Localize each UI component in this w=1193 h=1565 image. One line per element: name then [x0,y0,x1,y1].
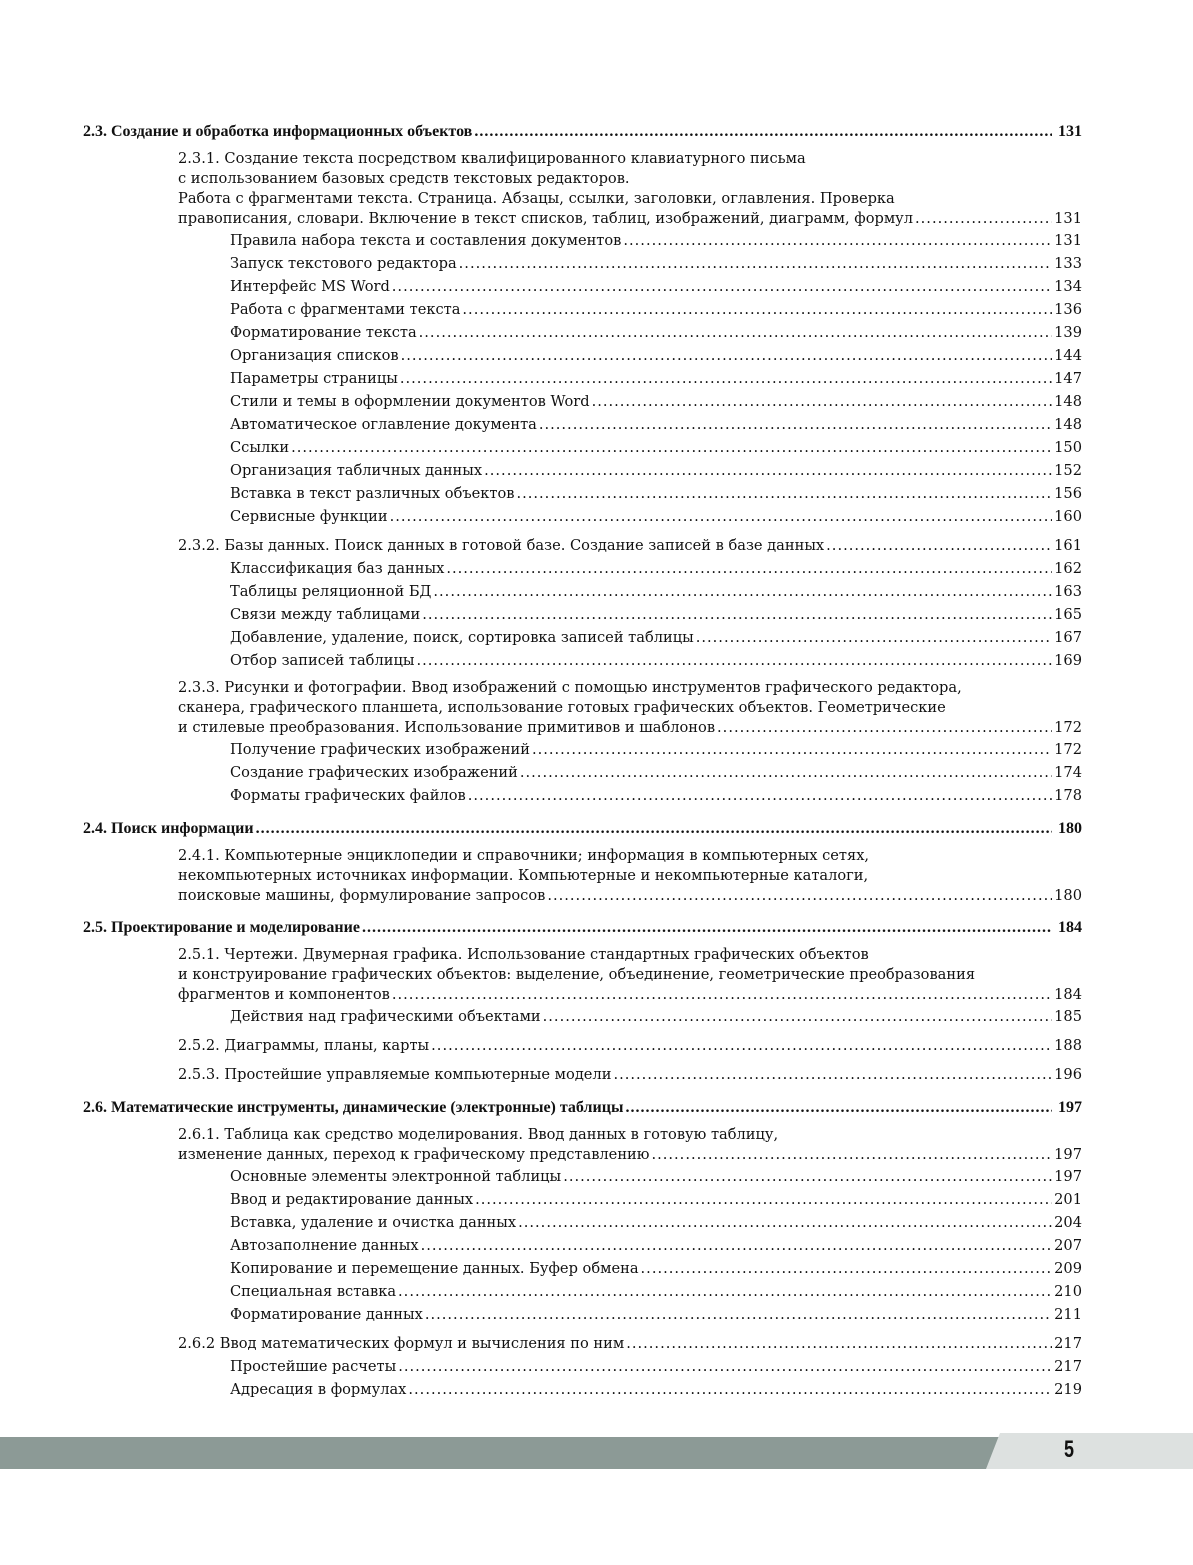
toc-page-number: 217 [1054,1335,1082,1352]
toc-page-number: 131 [1058,123,1082,140]
toc-row [178,985,1082,1005]
toc-page-number: 133 [1054,255,1082,272]
toc-page-number: 204 [1054,1214,1082,1231]
toc-page-number: 196 [1054,1066,1082,1083]
toc-item [83,649,1082,672]
toc-page-number: 211 [1054,1306,1082,1323]
dot-leader [256,817,1052,840]
toc-row [230,344,1082,367]
toc-title: и стилевые преобразования. Использование примитивов и шаблонов [178,719,716,736]
toc-page-number: 197 [1058,1099,1082,1116]
toc-title-line: 2.4.1. Компьютерные энциклопедии и справочники; информация в компьютерных сетях, [178,847,870,864]
toc-item [83,252,1082,275]
toc-page-number: 136 [1054,301,1082,318]
toc-page-number: 163 [1054,583,1082,600]
toc-item [83,367,1082,390]
toc-subsection [83,149,1082,229]
toc-item [83,1165,1082,1188]
dot-leader [468,784,1052,807]
dot-leader [422,603,1052,626]
toc-page-number: 144 [1054,347,1082,364]
toc-title: правописания, словари. Включение в текст списков, таблиц, изображений, диаграмм, формул [178,210,914,227]
toc-row [230,436,1082,459]
toc-row [178,1063,1082,1086]
toc-item [83,1355,1082,1378]
toc-item [83,1211,1082,1234]
toc-page-number: 169 [1054,652,1082,669]
toc-title-line: 2.5.1. Чертежи. Двумерная графика. Использование стандартных графических объектов [178,946,869,963]
toc-item [83,784,1082,807]
toc-item [83,557,1082,580]
toc-title-line: с использованием базовых средств текстовых редакторов. [178,170,630,187]
toc-row [230,275,1082,298]
toc-subsection [83,1332,1082,1355]
toc-title: изменение данных, переход к графическому представлению [178,1146,650,1163]
toc-title: Получение графических изображений [230,741,530,758]
toc-page-number: 150 [1054,439,1082,456]
toc-item [83,761,1082,784]
dot-leader [462,298,1052,321]
toc-item [83,1378,1082,1401]
toc-item [83,275,1082,298]
dot-leader [592,390,1052,413]
toc-item [83,1234,1082,1257]
toc-row [230,1188,1082,1211]
toc-row [230,413,1082,436]
toc-item [83,626,1082,649]
dot-leader [392,985,1052,1005]
dot-leader [651,1145,1052,1165]
toc-item [83,738,1082,761]
toc-page-number: 139 [1054,324,1082,341]
toc-page-number: 172 [1054,719,1082,736]
dot-leader [291,436,1052,459]
dot-leader [431,1034,1052,1057]
toc-page-number: 219 [1054,1381,1082,1398]
toc-title: 2.5. Проектирование и моделирование [83,919,360,936]
dot-leader [475,1188,1052,1211]
toc-row [178,1034,1082,1057]
toc-row [230,459,1082,482]
toc-title: Форматирование данных [230,1306,423,1323]
toc-row [230,1355,1082,1378]
toc-title: Отбор записей таблицы [230,652,415,669]
toc-page-number: 172 [1054,741,1082,758]
toc-page-number: 134 [1054,278,1082,295]
dot-leader [459,252,1052,275]
dot-leader [474,120,1052,143]
toc-item [83,505,1082,528]
toc-row [178,1145,1082,1165]
toc-row [230,580,1082,603]
toc-page-number: 210 [1054,1283,1082,1300]
toc-title: Специальная вставка [230,1283,397,1300]
dot-leader [484,459,1052,482]
toc-page-number: 197 [1054,1168,1082,1185]
toc-title: 2.4. Поиск информации [83,820,254,837]
toc-title-line: некомпьютерных источниках информации. Компьютерные и некомпьютерные каталоги, [178,867,869,884]
toc-item [83,1257,1082,1280]
toc-item [83,390,1082,413]
dot-leader [416,649,1052,672]
dot-leader [421,1234,1052,1257]
toc-section [83,916,1082,939]
dot-leader [532,738,1052,761]
toc-title: Вставка в текст различных объектов [230,485,515,502]
toc-page-number: 188 [1054,1037,1082,1054]
toc-title-line: 2.6.1. Таблица как средство моделирования. Ввод данных в готовую таблицу, [178,1126,779,1143]
toc-row [230,1378,1082,1401]
toc-page-number: 217 [1054,1358,1082,1375]
toc-page-number: 161 [1054,537,1082,554]
toc-section [83,1096,1082,1119]
dot-leader [717,718,1052,738]
toc-title: 2.5.3. Простейшие управляемые компьютерные модели [178,1066,612,1083]
toc-item [83,580,1082,603]
dot-leader [400,367,1052,390]
toc-item [83,344,1082,367]
dot-leader [390,505,1052,528]
toc-section [83,120,1082,143]
toc-page-number: 131 [1054,210,1082,227]
dot-leader [915,209,1052,229]
dot-leader [425,1303,1052,1326]
toc-item [83,298,1082,321]
toc-row [230,557,1082,580]
toc-page-number: 131 [1054,232,1082,249]
dot-leader [826,534,1052,557]
toc-row [178,209,1082,229]
toc-title: Работа с фрагментами текста [230,301,461,318]
toc-title: Автозаполнение данных [230,1237,419,1254]
toc-row [230,603,1082,626]
toc-page-number: 185 [1054,1008,1082,1025]
toc-row [178,718,1082,738]
toc-row [230,367,1082,390]
toc-subsection [83,1063,1082,1086]
toc-item [83,1280,1082,1303]
table-of-contents [83,120,1082,1401]
toc-page-number: 147 [1054,370,1082,387]
dot-leader [419,321,1052,344]
toc-title: Форматы графических файлов [230,787,466,804]
toc-row [230,1234,1082,1257]
toc-title: Адресация в формулах [230,1381,407,1398]
toc-page-number: 201 [1054,1191,1082,1208]
toc-section [83,817,1082,840]
toc-title: поисковые машины, формулирование запросов [178,887,546,904]
toc-subsection [83,846,1082,906]
toc-page-number: 180 [1058,820,1082,837]
toc-title: Связи между таблицами [230,606,421,623]
toc-row [230,761,1082,784]
toc-subsection [83,678,1082,738]
toc-title: Правила набора текста и составления документов [230,232,622,249]
toc-row [83,120,1082,143]
toc-row [230,482,1082,505]
toc-row [230,1211,1082,1234]
toc-row [230,1257,1082,1280]
dot-leader [641,1257,1052,1280]
dot-leader [623,229,1052,252]
toc-row [230,390,1082,413]
dot-leader [362,916,1052,939]
toc-title: Основные элементы электронной таблицы [230,1168,562,1185]
dot-leader [398,1280,1052,1303]
toc-row [230,505,1082,528]
toc-title: Интерфейс MS Word [230,278,390,295]
toc-title: 2.3. Создание и обработка информационных объектов [83,123,473,140]
toc-item [83,603,1082,626]
toc-title: Организация списков [230,347,399,364]
toc-title-line: Работа с фрагментами текста. Страница. Абзацы, ссылки, заголовки, оглавления. Проверка [178,190,895,207]
toc-item [83,436,1082,459]
toc-title: Простейшие расчеты [230,1358,397,1375]
toc-title: Классификация баз данных [230,560,445,577]
dot-leader [547,886,1052,906]
toc-row [178,886,1082,906]
dot-leader [518,1211,1052,1234]
toc-row [230,321,1082,344]
dot-leader [696,626,1052,649]
toc-title: Действия над графическими объектами [230,1008,541,1025]
toc-subsection [83,1125,1082,1165]
toc-subsection [83,534,1082,557]
toc-row [230,229,1082,252]
dot-leader [516,482,1052,505]
toc-page-number: 180 [1054,887,1082,904]
dot-leader [563,1165,1052,1188]
toc-title-line: и конструирование графических объектов: выделение, объединение, геометрические преобразования [178,966,976,983]
toc-title: Стили и темы в оформлении документов Word [230,393,590,410]
toc-page-number: 162 [1054,560,1082,577]
toc-subsection [83,945,1082,1005]
toc-page-number: 152 [1054,462,1082,479]
dot-leader [543,1005,1052,1028]
toc-page-number: 174 [1054,764,1082,781]
toc-row [83,916,1082,939]
toc-row [178,534,1082,557]
toc-row [230,738,1082,761]
toc-item [83,321,1082,344]
toc-item [83,1188,1082,1211]
dot-leader [398,1355,1052,1378]
toc-row [230,252,1082,275]
toc-page-number: 156 [1054,485,1082,502]
toc-title: Добавление, удаление, поиск, сортировка записей таблицы [230,629,694,646]
toc-title: Запуск текстового редактора [230,255,457,272]
toc-row [230,784,1082,807]
toc-item [83,413,1082,436]
toc-row [230,298,1082,321]
dot-leader [613,1063,1052,1086]
toc-page-number: 178 [1054,787,1082,804]
toc-page-number: 197 [1054,1146,1082,1163]
toc-page-number: 160 [1054,508,1082,525]
toc-item [83,229,1082,252]
toc-item [83,1005,1082,1028]
toc-title: Таблицы реляционной БД [230,583,432,600]
toc-title: 2.5.2. Диаграммы, планы, карты [178,1037,430,1054]
toc-page-number: 148 [1054,416,1082,433]
dot-leader [446,557,1052,580]
dot-leader [520,761,1052,784]
toc-page-number: 207 [1054,1237,1082,1254]
footer-page-tab [986,1433,1193,1469]
toc-row [230,626,1082,649]
toc-page-number: 148 [1054,393,1082,410]
dot-leader [408,1378,1052,1401]
toc-title-line: 2.3.1. Создание текста посредством квалифицированного клавиатурного письма [178,150,806,167]
toc-row [230,1280,1082,1303]
toc-row [230,1165,1082,1188]
toc-row [230,1303,1082,1326]
toc-page-number: 167 [1054,629,1082,646]
toc-row [83,1096,1082,1119]
dot-leader [539,413,1052,436]
dot-leader [626,1332,1052,1355]
toc-item [83,459,1082,482]
toc-title: Автоматическое оглавление документа [230,416,537,433]
toc-title: 2.6. Математические инструменты, динамические (электронные) таблицы [83,1099,624,1116]
page-number: 5 [1064,1436,1075,1463]
toc-page-number: 209 [1054,1260,1082,1277]
toc-title: Ссылки [230,439,290,456]
toc-title: Ввод и редактирование данных [230,1191,474,1208]
toc-title: фрагментов и компонентов [178,986,390,1003]
toc-item [83,482,1082,505]
toc-subsection [83,1034,1082,1057]
toc-row [230,1005,1082,1028]
dot-leader [392,275,1052,298]
toc-row [230,649,1082,672]
toc-title: Сервисные функции [230,508,388,525]
toc-title: Организация табличных данных [230,462,483,479]
toc-page-number: 184 [1058,919,1082,936]
toc-title: 2.6.2 Ввод математических формул и вычисления по ним [178,1335,625,1352]
toc-title: Вставка, удаление и очистка данных [230,1214,517,1231]
toc-row [178,1332,1082,1355]
dot-leader [401,344,1052,367]
toc-row [83,817,1082,840]
dot-leader [433,580,1052,603]
toc-title: Параметры страницы [230,370,398,387]
toc-title: Создание графических изображений [230,764,518,781]
toc-title: 2.3.2. Базы данных. Поиск данных в готовой базе. Создание записей в базе данных [178,537,825,554]
toc-title-line: 2.3.3. Рисунки и фотографии. Ввод изображений с помощью инструментов графического редактора, [178,679,962,696]
dot-leader [625,1096,1052,1119]
toc-title: Форматирование текста [230,324,417,341]
toc-page-number: 184 [1054,986,1082,1003]
toc-title-line: сканера, графического планшета, использование готовых графических объектов. Геометрические [178,699,946,716]
toc-page-number: 165 [1054,606,1082,623]
toc-title: Копирование и перемещение данных. Буфер обмена [230,1260,639,1277]
toc-item [83,1303,1082,1326]
